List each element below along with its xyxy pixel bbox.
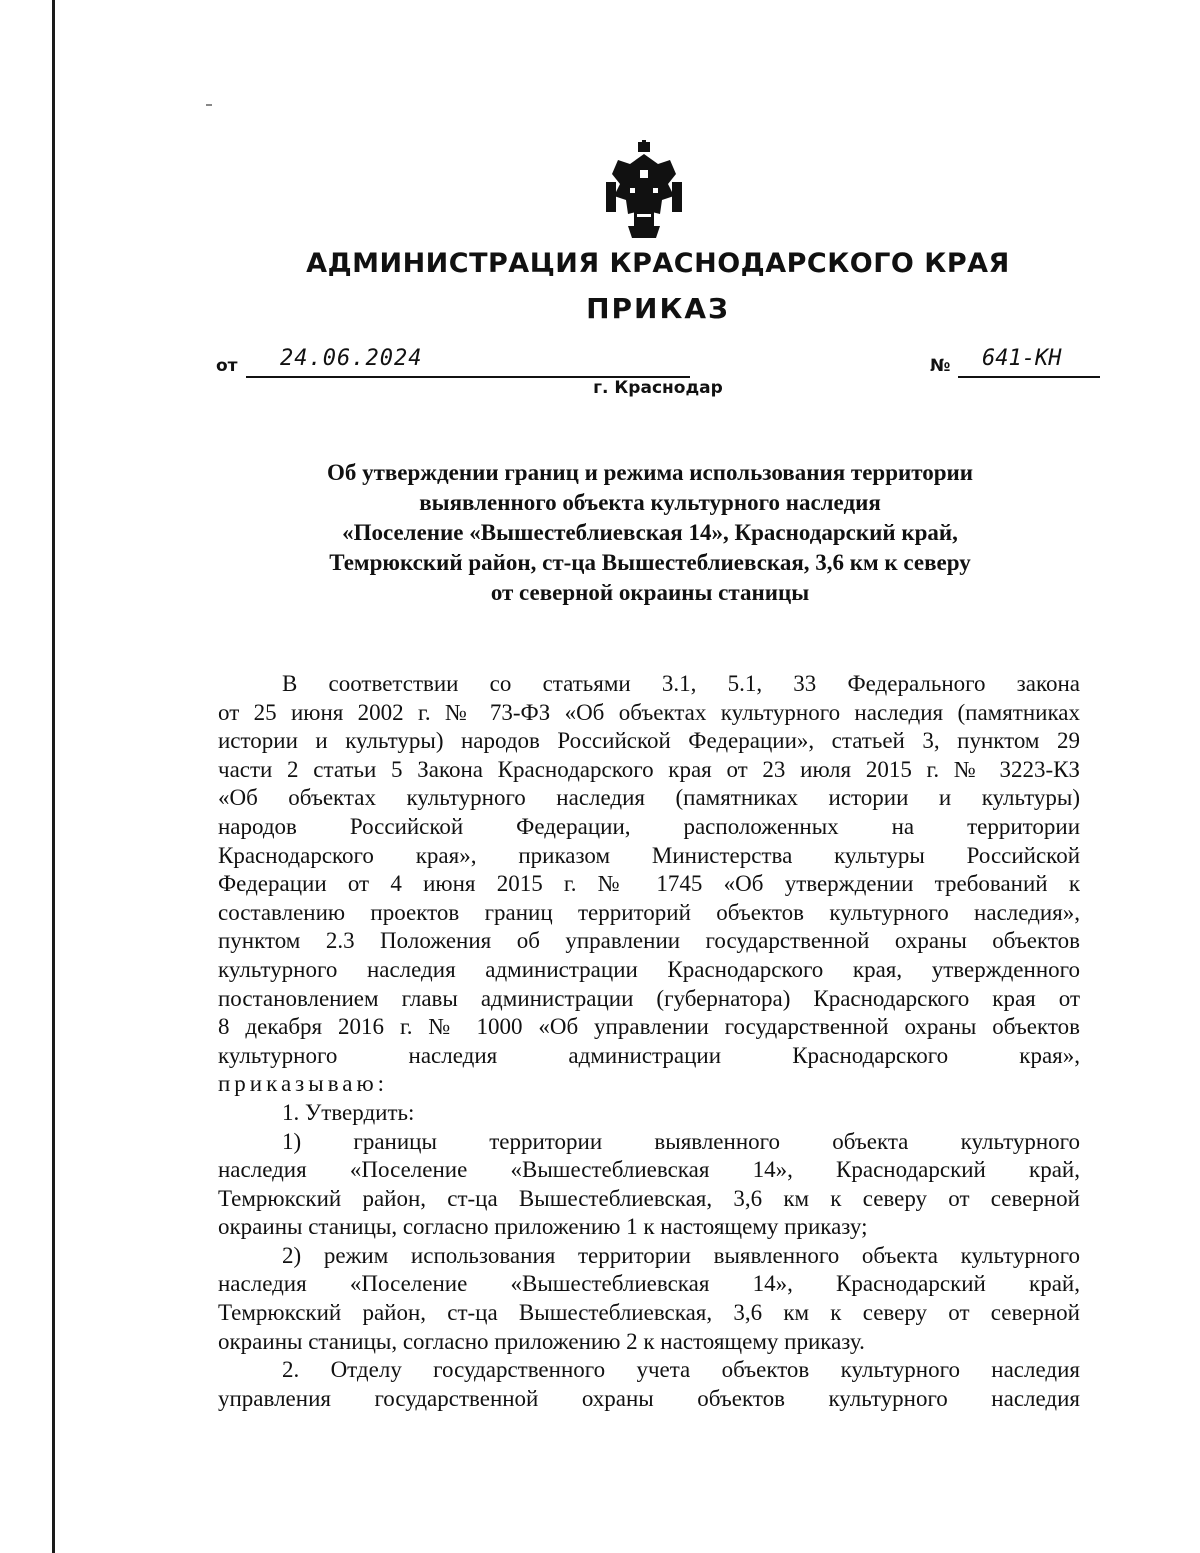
body-line: 1. Утвердить: [282, 1099, 415, 1125]
organization-name: АДМИНИСТРАЦИЯ КРАСНОДАРСКОГО КРАЯ [306, 248, 1010, 279]
scan-edge [52, 0, 55, 1553]
coat-of-arms-icon [604, 140, 684, 240]
body-line: 2) режим использования территории выявленного объекта культурного [282, 1242, 1080, 1268]
scan-speck [206, 104, 212, 106]
body-line: 1) границы территории выявленного объекта культурного [282, 1128, 1080, 1154]
body-line: истории и культуры) народов Российской Федерации», статьей 3, пунктом 29 [218, 728, 1080, 754]
title-line: Об утверждении границ и режима использования территории [326, 460, 974, 485]
body-line: народов Российской Федерации, расположенных на территории [218, 813, 1080, 839]
body-line: от 25 июня 2002 г. № 73-ФЗ «Об объектах культурного наследия (памятниках [218, 699, 1080, 725]
body-line: постановлением главы администрации (губернатора) Краснодарского края от [218, 985, 1080, 1011]
body-line: окраины станицы, согласно приложению 2 к настоящему приказу. [218, 1328, 865, 1354]
title-line: Темрюкский район, ст-ца Вышестеблиевская, 3,6 км к северу [329, 550, 971, 575]
body-line: Федерации от 4 июня 2015 г. № 1745 «Об утверждении требований к [218, 871, 1080, 897]
body-line: части 2 статьи 5 Закона Краснодарского края от 23 июля 2015 г. № 3223-КЗ [218, 756, 1080, 782]
number-prefix: № [930, 356, 951, 376]
body-line: Темрюкский район, ст-ца Вышестеблиевская, 3,6 км к северу от северной [218, 1300, 1080, 1326]
number-value: 641-КН [982, 346, 1062, 371]
title-line: «Поселение «Вышестеблиевская 14», Краснодарский край, [342, 520, 958, 545]
date-prefix: от [216, 356, 238, 376]
body-line: «Об объектах культурного наследия (памятниках истории и культуры) [218, 785, 1080, 811]
body-line: Краснодарского края», приказом Министерства культуры Российской [218, 842, 1080, 868]
body-line-decree-word: приказываю: [218, 1071, 389, 1097]
title-line: от северной окраины станицы [490, 580, 810, 605]
body-line: окраины станицы, согласно приложению 1 к настоящему приказу; [218, 1214, 868, 1240]
title-line: выявленного объекта культурного наследия [419, 490, 881, 515]
body-line: наследия «Поселение «Вышестеблиевская 14», Краснодарский край, [218, 1157, 1080, 1183]
body-line: культурного наследия администрации Краснодарского края, утвержденного [218, 956, 1080, 982]
body-line: Темрюкский район, ст-ца Вышестеблиевская, 3,6 км к северу от северной [218, 1185, 1080, 1211]
document-body [218, 670, 1080, 1413]
date-value: 24.06.2024 [280, 346, 423, 371]
document-title [220, 458, 1080, 608]
body-line: управления государственной охраны объектов культурного наследия [218, 1385, 1080, 1411]
body-line: наследия «Поселение «Вышестеблиевская 14», Краснодарский край, [218, 1271, 1080, 1297]
body-line: В соответствии со статьями 3.1, 5.1, 33 Федерального закона [282, 671, 1080, 696]
body-line: культурного наследия администрации Краснодарского края», [218, 1042, 1080, 1068]
body-line: пунктом 2.3 Положения об управлении государственной охраны объектов [218, 928, 1080, 954]
body-line: составлению проектов границ территорий объектов культурного наследия», [218, 899, 1080, 925]
body-line: 8 декабря 2016 г. № 1000 «Об управлении государственной охраны объектов [218, 1014, 1080, 1040]
document-type: ПРИКАЗ [586, 292, 730, 325]
city: г. Краснодар [593, 378, 723, 398]
body-line: 2. Отделу государственного учета объектов культурного наследия [282, 1357, 1080, 1383]
